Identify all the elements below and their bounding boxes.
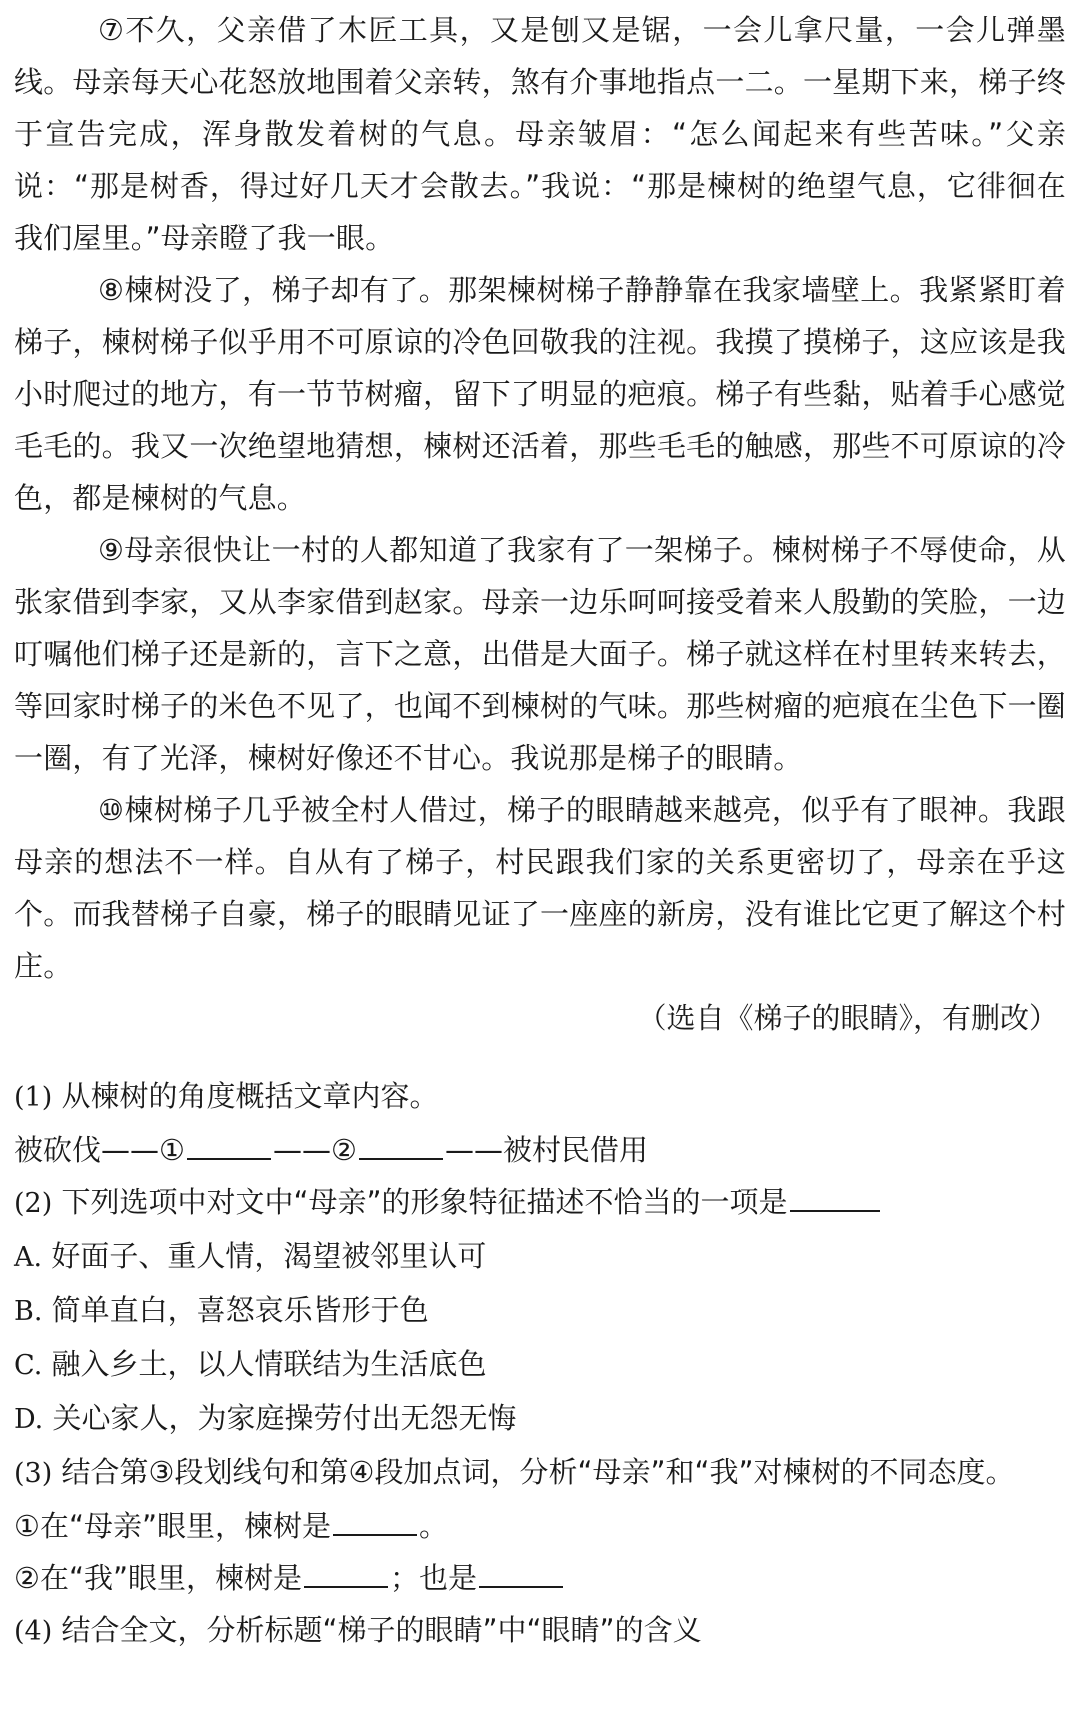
- question-4: [14, 1604, 1066, 1658]
- answer-blank-1[interactable]: [187, 1128, 271, 1160]
- answer-blank-choice[interactable]: [790, 1180, 880, 1212]
- paragraph-8: ⑧楝树没了，梯子却有了。那架楝树梯子静静靠在我家墙壁上。我紧紧盯着梯子，楝树梯子似乎用不可原谅的冷色回敬我的注视。我摸了摸梯子，这应该是我小时爬过的地方，有一节节树瘤，留下了明显的疤痕。梯子有些黏，贴着手心感觉毛毛的。我又一次绝望地猜想，楝树还活着，那些毛毛的触感，那些不可原谅的冷色，都是楝树的气息。: [14, 273, 1066, 515]
- question-3-number: (3): [14, 1458, 53, 1489]
- option-d-text: 关心家人，为家庭操劳付出无怨无悔: [52, 1401, 517, 1435]
- answer-blank-4[interactable]: [304, 1556, 388, 1588]
- option-c-text: 融入乡土，以人情联结为生活底色: [51, 1347, 487, 1381]
- option-a: [14, 1230, 1066, 1284]
- question-1-text: 从楝树的角度概括文章内容。: [61, 1079, 439, 1113]
- question-1: [14, 1070, 1066, 1124]
- paragraph-10: ⑩楝树梯子几乎被全村人借过，梯子的眼睛越来越亮，似乎有了眼神。我跟母亲的想法不一样。自从有了梯子，村民跟我们家的关系更密切了，母亲在乎这个。而我替梯子自豪，梯子的眼睛见证了一座座的新房，没有谁比它更了解这个村庄。: [14, 793, 1066, 983]
- question-3-sub-1: [14, 1500, 1066, 1552]
- paragraph-7: ⑦不久，父亲借了木匠工具，又是刨又是锯，一会儿拿尺量，一会儿弹墨线。母亲每天心花怒放地围着父亲转，煞有介事地指点一二。一星期下来，梯子终于宣告完成，浑身散发着树的气息。母亲皱眉：“怎么闻起来有些苦味。”父亲说：“那是树香，得过好几天才会散去。”我说：“那是楝树的绝望气息，它徘徊在我们屋里。”母亲瞪了我一眼。: [14, 13, 1066, 255]
- question-3-text: 结合第③段划线句和第④段加点词，分析“母亲”和“我”对楝树的不同态度。: [61, 1455, 1015, 1489]
- sub-2-mid: ；也是: [390, 1561, 478, 1595]
- option-d: [14, 1392, 1066, 1446]
- option-b-text: 简单直白，喜怒哀乐皆形于色: [51, 1293, 429, 1327]
- answer-blank-5[interactable]: [479, 1556, 563, 1588]
- answer-line-mid: ——②: [273, 1133, 357, 1167]
- option-d-letter: D.: [14, 1404, 44, 1435]
- sub-1-start: ①在“母亲”眼里，楝树是: [14, 1509, 332, 1543]
- question-3-sub-2: [14, 1552, 1066, 1604]
- option-b-letter: B.: [14, 1296, 43, 1327]
- answer-line-start: 被砍伐——①: [14, 1133, 185, 1167]
- question-1-answer-line: [14, 1124, 1066, 1176]
- answer-line-end: ——被村民借用: [445, 1133, 649, 1167]
- sub-1-end: 。: [419, 1509, 449, 1543]
- question-4-number: (4): [14, 1616, 53, 1647]
- question-2-number: (2): [14, 1188, 53, 1219]
- answer-blank-2[interactable]: [359, 1128, 443, 1160]
- spacer: [14, 1044, 1066, 1070]
- question-1-number: (1): [14, 1082, 53, 1113]
- option-b: [14, 1284, 1066, 1338]
- option-c-letter: C.: [14, 1350, 43, 1381]
- option-a-text: 好面子、重人情，渴望被邻里认可: [51, 1239, 487, 1273]
- sub-2-start: ②在“我”眼里，楝树是: [14, 1561, 303, 1595]
- question-4-text: 结合全文，分析标题“梯子的眼睛”中“眼睛”的含义: [61, 1613, 702, 1647]
- source-citation: （选自《梯子的眼睛》，有删改）: [637, 1001, 1058, 1035]
- question-3: [14, 1446, 1066, 1500]
- paragraph-9: ⑨母亲很快让一村的人都知道了我家有了一架梯子。楝树梯子不辱使命，从张家借到李家，又从李家借到赵家。母亲一边乐呵呵接受着来人殷勤的笑脸，一边叮嘱他们梯子还是新的，言下之意，出借是大面子。梯子就这样在村里转来转去，等回家时梯子的米色不见了，也闻不到楝树的气味。那些树瘤的疤痕在尘色下一圈一圈，有了光泽，楝树好像还不甘心。我说那是梯子的眼睛。: [14, 533, 1066, 775]
- question-2-text: 下列选项中对文中“母亲”的形象特征描述不恰当的一项是: [61, 1185, 788, 1219]
- answer-blank-3[interactable]: [333, 1504, 417, 1536]
- option-a-letter: A.: [14, 1242, 43, 1273]
- question-2: [14, 1176, 1066, 1230]
- option-c: [14, 1338, 1066, 1392]
